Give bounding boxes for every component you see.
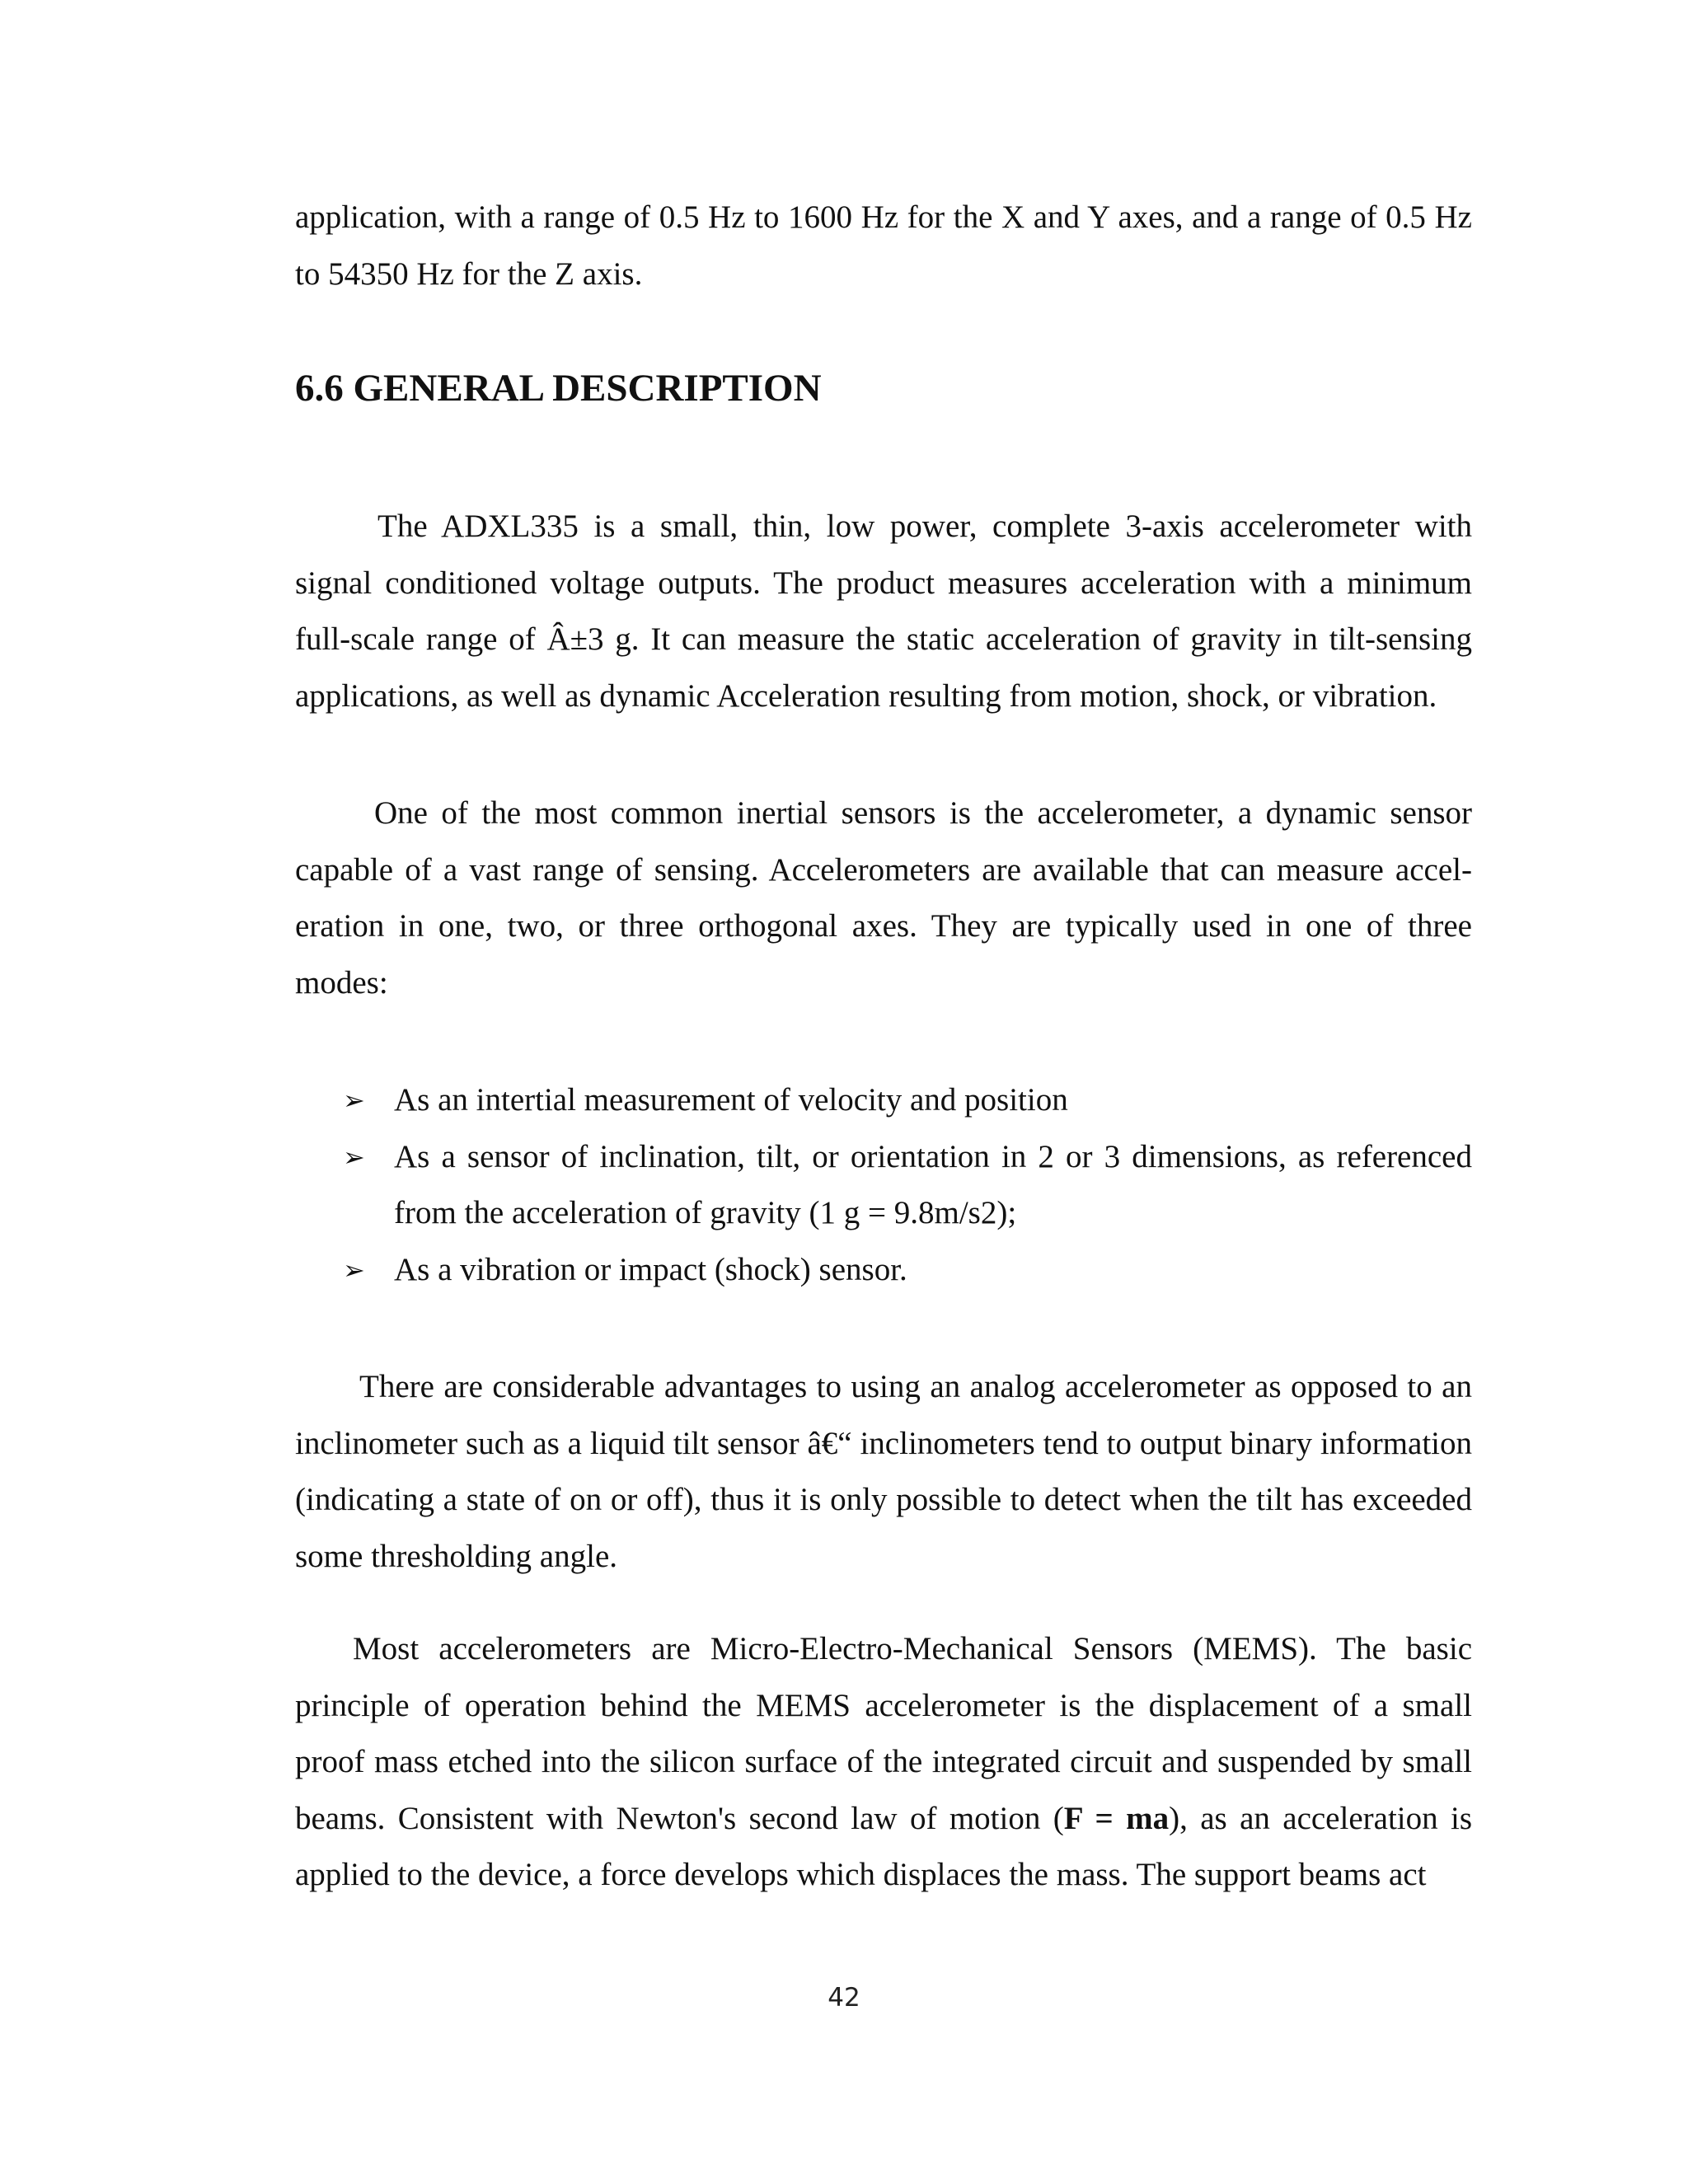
newton-formula: F = ma (1063, 1800, 1170, 1836)
arrow-bullet-icon: ➢ (343, 1085, 365, 1116)
list-item-text: As an intertial measurement of velocity and position (394, 1082, 1068, 1118)
arrow-bullet-icon: ➢ (343, 1254, 365, 1286)
list-item (343, 1129, 1472, 1242)
list-item-text: As a sensor of inclination, tilt, or orientation in 2 or 3 dimensions, as referenced from the acceleration of gravity (1 g = 9.8m/s2); (394, 1138, 1472, 1230)
section-heading: 6.6 GENERAL DESCRIPTION (295, 367, 822, 410)
intro-paragraph: application, with a range of 0.5 Hz to 1600 Hz for the X and Y axes, and a range of 0.5 Hz to 54350 Hz for the Z axis. (295, 199, 1472, 292)
list-item (343, 1072, 1472, 1129)
paragraph-adxl335-description: The ADXL335 is a small, thin, low power, complete 3-axis accelerometer with signal conditioned voltage outputs. The product measures acceleration with a minimum full-scale range of Â±3 g. It can measure the static acceleration of gravity in tilt-sensing applications, as well as dynamic Acceleration resulting from motion, shock, or vibration. (295, 509, 1472, 714)
modes-list (295, 1072, 1472, 1298)
paragraph-mems (295, 1621, 1472, 1904)
mems-text-before: Most accelerometers are Micro-Electro-Mechanical Sensors (MEMS). The basic principle of operation behind the MEMS accelerometer is the displacement of a small proof mass etched into the silicon surface of the integrated circuit and suspended by small beams. Consistent with Newton's second law of motion ( (295, 1631, 1472, 1836)
list-item (343, 1242, 1472, 1299)
page-number: 42 (828, 1983, 860, 2013)
arrow-bullet-icon: ➢ (343, 1141, 365, 1173)
list-item-text: As a vibration or impact (shock) sensor. (394, 1251, 907, 1287)
mems-text-after: ), as an acceleration is applied to the device, a force develops which displaces the mass. The support beams act (295, 1800, 1473, 1892)
paragraph-inertial-sensors: One of the most common inertial sensors is the accelerometer, a dynamic sensor capable of a vast range of sensing. Accelerometers are available that can measure acceleration in one, two, or three orthogonal axes. They are typically used in one of three modes: (295, 795, 1472, 1001)
document-body (295, 190, 1472, 1904)
paragraph-analog-advantages: There are considerable advantages to using an analog accelerometer as opposed to an inclinometer such as a liquid tilt sensor â€“ inclinometers tend to output binary information (indicating a state of on or off), thus it is only possible to detect when the tilt has exceeded some thresholding angle. (295, 1369, 1472, 1574)
